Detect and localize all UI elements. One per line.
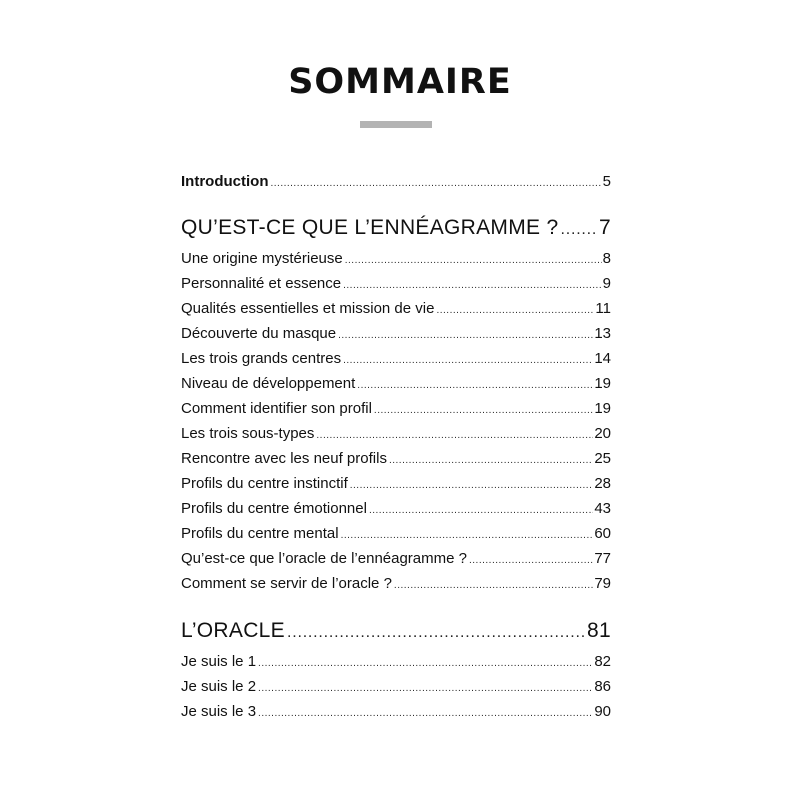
toc-entry[interactable] — [181, 652, 611, 674]
toc-entry-page: 8 — [602, 250, 611, 267]
toc-entry-page: 13 — [594, 325, 611, 342]
toc-entry-page: 82 — [594, 653, 611, 670]
toc-entry[interactable] — [181, 424, 611, 446]
toc-part-heading[interactable] — [181, 617, 611, 647]
toc-entry-label: Je suis le 3 — [181, 703, 257, 720]
toc-entry[interactable] — [181, 499, 611, 521]
toc-entry[interactable] — [181, 374, 611, 396]
dot-leader — [345, 251, 602, 271]
toc-part-heading[interactable] — [181, 214, 611, 244]
toc-entry-label: Profils du centre émotionnel — [181, 500, 367, 517]
toc-entry-page: 86 — [594, 678, 611, 695]
toc-entry-page: 11 — [595, 300, 611, 317]
toc-entry-page: 79 — [594, 575, 611, 592]
toc-entry-label: Niveau de développement — [181, 375, 356, 392]
toc-entry-page: 90 — [594, 703, 611, 720]
dot-leader — [394, 576, 593, 596]
toc-entry[interactable] — [181, 474, 611, 496]
toc-entry[interactable] — [181, 399, 611, 421]
toc-entry[interactable] — [181, 274, 611, 296]
dot-leader — [374, 401, 593, 421]
toc-entry-page: 14 — [594, 350, 611, 367]
toc-entry-label: Je suis le 1 — [181, 653, 257, 670]
toc-entry-label: Les trois grands centres — [181, 350, 342, 367]
dot-leader — [560, 216, 598, 244]
toc-entry[interactable] — [181, 574, 611, 596]
dot-leader — [287, 619, 586, 647]
toc-part-page: 7 — [599, 216, 611, 239]
toc-entry-label: Personnalité et essence — [181, 275, 342, 292]
dot-leader — [350, 476, 594, 496]
toc-entry-label: Profils du centre mental — [181, 525, 339, 542]
dot-leader — [341, 526, 594, 546]
dot-leader — [343, 351, 593, 371]
dot-leader — [270, 174, 601, 194]
dot-leader — [338, 326, 593, 346]
toc-entry-label: Introduction — [181, 173, 269, 190]
toc-entry-page: 9 — [602, 275, 611, 292]
toc-entry[interactable] — [181, 677, 611, 699]
dot-leader — [436, 301, 594, 321]
toc-entry[interactable] — [181, 349, 611, 371]
toc-entry-page: 25 — [594, 450, 611, 467]
toc-entry-label: Rencontre avec les neuf profils — [181, 450, 387, 467]
dot-leader — [357, 376, 593, 396]
toc-entry-label: Comment se servir de l’oracle ? — [181, 575, 392, 592]
toc-entry[interactable] — [181, 449, 611, 471]
dot-leader — [258, 654, 593, 674]
toc-entry[interactable] — [181, 702, 611, 724]
toc-entry-introduction[interactable] — [181, 172, 611, 194]
toc-entry-label: Qu’est-ce que l’oracle de l’ennéagramme ? — [181, 550, 467, 567]
toc-entry-page: 19 — [594, 375, 611, 392]
toc-entry-label: Comment identifier son profil — [181, 400, 372, 417]
dot-leader — [343, 276, 602, 296]
toc-entry-page: 20 — [594, 425, 611, 442]
dot-leader — [316, 426, 593, 446]
toc-entry[interactable] — [181, 249, 611, 271]
toc-entry-label: Je suis le 2 — [181, 678, 257, 695]
toc-entry[interactable] — [181, 299, 611, 321]
dot-leader — [469, 551, 593, 571]
toc-entry-label: Profils du centre instinctif — [181, 475, 348, 492]
page-title: SOMMAIRE — [288, 62, 512, 102]
dot-leader — [258, 704, 593, 724]
toc-entry-page: 60 — [594, 525, 611, 542]
toc-entry[interactable] — [181, 324, 611, 346]
toc-entry-label: Qualités essentielles et mission de vie — [181, 300, 435, 317]
dot-leader — [258, 679, 593, 699]
toc-entry[interactable] — [181, 524, 611, 546]
toc-entry-page: 19 — [594, 400, 611, 417]
toc-entry-label: Une origine mystérieuse — [181, 250, 343, 267]
toc-entry-page: 43 — [594, 500, 611, 517]
toc-entry[interactable] — [181, 549, 611, 571]
toc-part-page: 81 — [587, 619, 611, 642]
toc-entry-page: 77 — [594, 550, 611, 567]
toc-part-label: QU’EST-CE QUE L’ENNÉAGRAMME ? — [181, 216, 559, 239]
toc-entry-page: 28 — [594, 475, 611, 492]
dot-leader — [389, 451, 593, 471]
toc-entry-label: Les trois sous-types — [181, 425, 315, 442]
toc-entry-page: 5 — [602, 173, 611, 190]
title-divider — [360, 121, 432, 128]
toc-entry-label: Découverte du masque — [181, 325, 337, 342]
dot-leader — [369, 501, 593, 521]
toc-part-label: L’ORACLE — [181, 619, 285, 642]
